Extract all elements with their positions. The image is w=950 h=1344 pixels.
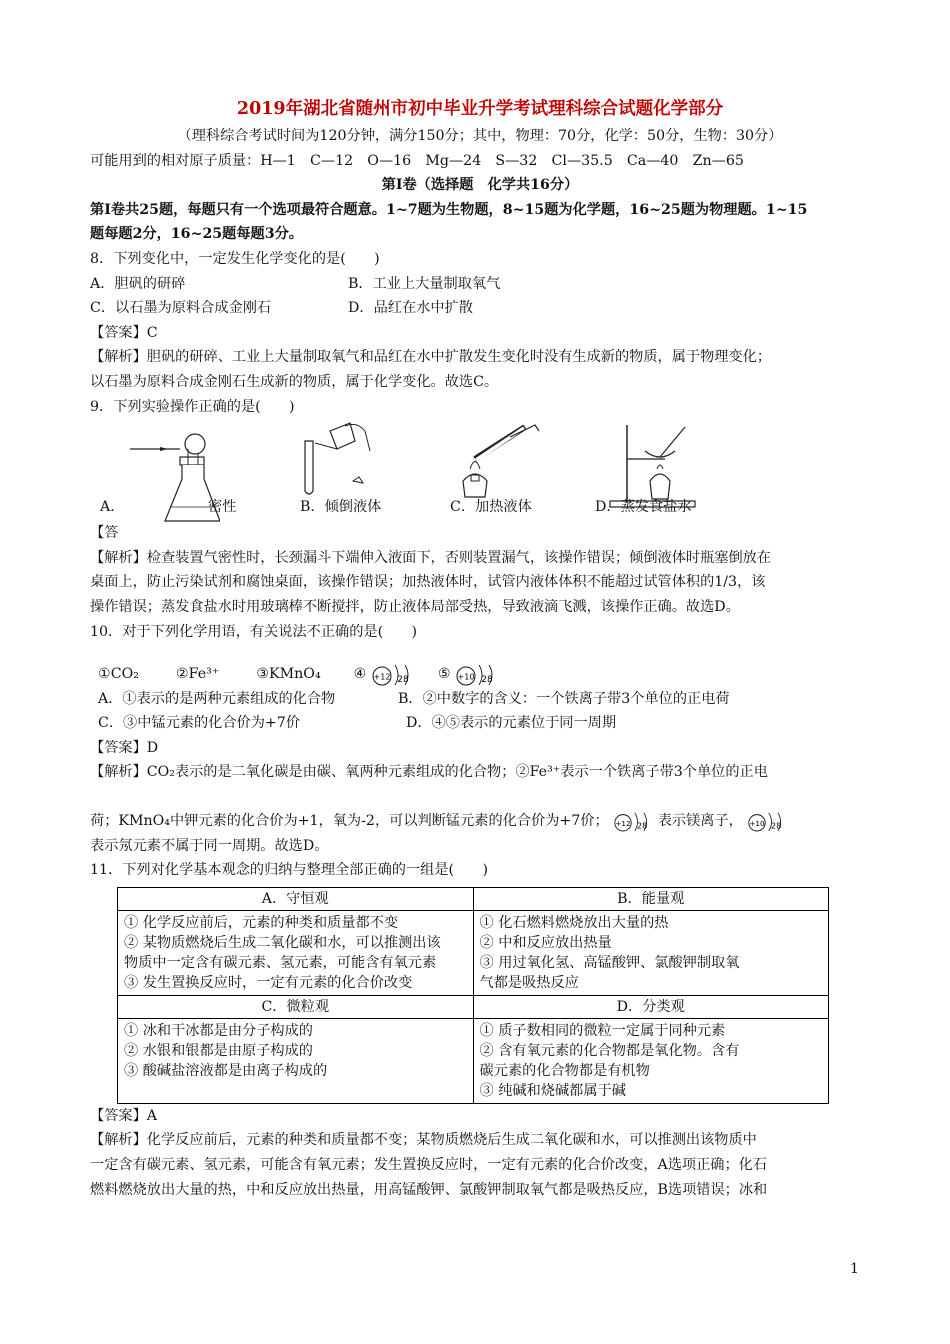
q9-option-a-suffix: 密性 <box>208 499 237 516</box>
q10-options-row-2 <box>90 711 870 736</box>
q11-analysis-1: 【解析】化学反应前后，元素的种类和质量都不变；某物质燃烧后生成二氧化碳和水，可以推测出该物质中 <box>90 1132 757 1149</box>
table-a-line: ① 化学反应前后，元素的种类和质量都不变 <box>124 914 399 931</box>
q8-option-a: A．胆矾的研碎 <box>90 275 186 292</box>
table-cell-a <box>118 910 474 995</box>
table-b-line: ① 化石燃料燃烧放出大量的热 <box>479 914 669 931</box>
table-a-line: 物质中一定含有碳元素、氢元素，可能含有氧元素 <box>124 954 437 971</box>
table-b-line: ③ 用过氧化氢、高锰酸钾、氯酸钾制取氧 <box>479 954 740 971</box>
concepts-table <box>117 887 829 1104</box>
neon-atom-structure-icon <box>455 662 499 686</box>
q10-item-5: ⑤ <box>437 666 451 683</box>
q9-option-c: C．加热液体 <box>450 499 532 516</box>
section-title: 第Ⅰ卷（选择题 化学共16分） <box>381 177 579 194</box>
q8-option-b: B．工业上大量制取氧气 <box>348 275 501 292</box>
table-header-d: D．分类观 <box>473 995 829 1018</box>
table-cell-c <box>118 1018 474 1103</box>
exam-info: （理科综合考试时间为120分钟，满分150分；其中，物理：70分，化学：50分，生物：30分） <box>177 128 783 144</box>
airtightness-check-figure <box>120 429 220 527</box>
magnesium-ion-inline-icon <box>613 809 653 833</box>
q9-option-d: D．蒸发食盐水 <box>595 499 692 516</box>
table-c-line: ② 水银和银都是由原子构成的 <box>124 1042 313 1059</box>
q10-item-4: ④ <box>353 666 367 683</box>
table-a-line: ③ 发生置换反应时，一定有元素的化合价改变 <box>124 974 413 991</box>
q8-stem: 8．下列变化中，一定发生化学变化的是( ) <box>90 250 380 267</box>
q11-answer: 【答案】A <box>90 1107 157 1124</box>
svg-text:28: 28 <box>771 820 782 831</box>
svg-text:+10: +10 <box>457 672 475 682</box>
q9-figure-row <box>90 419 870 527</box>
q9-analysis-1: 【解析】检查装置气密性时，长颈漏斗下端伸入液面下，否则装置漏气，该操作错误；倾倒液体时瓶塞倒放在 <box>90 549 772 566</box>
q10-item-1: ①CO₂ <box>98 666 139 683</box>
q9-stem: 9．下列实验操作正确的是( ) <box>90 398 295 415</box>
svg-text:+10: +10 <box>749 819 766 829</box>
q8-options-row-1 <box>90 272 870 297</box>
q9-analysis-3: 操作错误；蒸发食盐水时用玻璃棒不断搅拌，防止液体局部受热，导致液滴飞溅，该操作正确。故选D。 <box>90 598 740 615</box>
heating-liquid-figure <box>455 419 545 504</box>
q8-option-c: C．以石墨为原料合成金刚石 <box>90 300 272 317</box>
q8-analysis-1: 【解析】胆矾的研碎、工业上大量制取氧气和品红在水中扩散发生变化时没有生成新的物质，属于物理变化； <box>90 349 772 366</box>
q10-item-3: ③KMnO₄ <box>256 666 321 683</box>
instructions-line-1: 第Ⅰ卷共25题，每题只有一个选项最符合题意。1~7题为生物题，8~15题为化学题，16~25题为物理题。1~15 <box>90 201 808 218</box>
q10-analysis-2 <box>90 809 870 834</box>
q11-stem: 11．下列对化学基本观念的归纳与整理全部正确的一组是( ) <box>90 862 489 879</box>
q8-options-row-2 <box>90 296 870 321</box>
document-page <box>90 96 870 1202</box>
q8-analysis-2: 以石墨为原料合成金刚石生成新的物质，属于化学变化。故选C。 <box>90 373 499 390</box>
q10-analysis-1: 【解析】CO₂表示的是二氧化碳是由碳、氧两种元素组成的化合物；②Fe³⁺表示一个铁离子带3个单位的正电 <box>90 764 768 781</box>
q10-item-2: ②Fe³⁺ <box>175 666 220 683</box>
q9-analysis-2: 桌面上，防止污染试剂和腐蚀桌面，该操作错误；加热液体时，试管内液体体积不能超过试管体积的1/3，该 <box>90 574 766 591</box>
table-cell-d <box>473 1018 829 1103</box>
table-d-line: 碳元素的化合物都是有机物 <box>479 1062 650 1079</box>
q10-option-b: B．②中数字的含义：一个铁离子带3个单位的正电荷 <box>398 690 730 707</box>
atomic-masses: 可能用到的相对原子质量：H—1 C—12 O—16 Mg—24 S—32 Cl—35.5 Ca—40 Zn—65 <box>90 152 744 169</box>
table-b-line: ② 中和反应放出热量 <box>479 934 612 951</box>
table-c-line: ③ 酸碱盐溶液都是由离子构成的 <box>124 1062 328 1079</box>
neon-atom-inline-icon <box>747 809 787 833</box>
svg-text:+12: +12 <box>615 819 631 829</box>
table-b-line: 气都是吸热反应 <box>479 974 579 991</box>
q10-answer: 【答案】D <box>90 739 159 756</box>
svg-text:28: 28 <box>637 820 648 831</box>
q9-option-a-prefix: A． <box>100 499 125 516</box>
q10-stem: 10．对于下列化学用语，有关说法不正确的是( ) <box>90 623 418 640</box>
q11-analysis-3: 燃料燃烧放出大量的热，中和反应放出热量，用高锰酸钾、氯酸钾制取氧气都是吸热反应，B选项错误；冰和 <box>90 1181 768 1198</box>
q10-items <box>90 662 870 687</box>
table-header-b: B．能量观 <box>473 887 829 910</box>
q9-answer: 【答 <box>90 525 119 542</box>
q10-option-d: D．④⑤表示的元素位于同一周期 <box>406 715 617 732</box>
svg-text:+12: +12 <box>373 672 391 682</box>
q10-analysis-3: 表示氖元素不属于同一周期。故选D。 <box>90 837 329 854</box>
q8-answer: 【答案】C <box>90 324 158 341</box>
table-d-line: ① 质子数相同的微粒一定属于同种元素 <box>479 1022 726 1039</box>
table-a-line: ② 某物质燃烧后生成二氧化碳和水，可以推测出该 <box>124 934 441 951</box>
q10-option-a: A．①表示的是两种元素组成的化合物 <box>98 690 336 707</box>
table-c-line: ① 冰和干冰都是由分子构成的 <box>124 1022 313 1039</box>
q11-analysis-2: 一定含有碳元素、氢元素，可能含有氧元素；发生置换反应时，一定有元素的化合价改变，A选项正确；化石 <box>90 1157 768 1174</box>
q8-option-d: D．品红在水中扩散 <box>348 300 473 317</box>
instructions-line-2: 题每题2分，16~25题每题3分。 <box>90 226 303 243</box>
pouring-liquid-figure <box>295 421 375 501</box>
q10-analysis-2b: 表示镁离子， <box>657 813 743 830</box>
svg-text:28: 28 <box>397 675 409 686</box>
q9-option-b: B．倾倒液体 <box>300 499 382 516</box>
document-title: 2019年湖北省随州市初中毕业升学考试理科综合试题化学部分 <box>236 99 724 119</box>
q10-option-c: C．③中锰元素的化合价为+7价 <box>98 715 301 732</box>
table-header-a: A．守恒观 <box>118 887 474 910</box>
q10-options-row-1 <box>90 687 870 712</box>
magnesium-ion-structure-icon <box>371 662 415 686</box>
q10-analysis-2a: 荷；KMnO₄中钾元素的化合价为+1，氧为-2，可以判断锰元素的化合价为+7价； <box>90 813 609 830</box>
table-d-line: ② 含有氧元素的化合物都是氧化物。含有 <box>479 1042 740 1059</box>
page-number: 1 <box>850 1261 859 1277</box>
table-header-c: C．微粒观 <box>118 995 474 1018</box>
svg-text:28: 28 <box>481 675 493 686</box>
table-cell-b <box>473 910 829 995</box>
table-d-line: ③ 纯碱和烧碱都属于碱 <box>479 1082 626 1099</box>
